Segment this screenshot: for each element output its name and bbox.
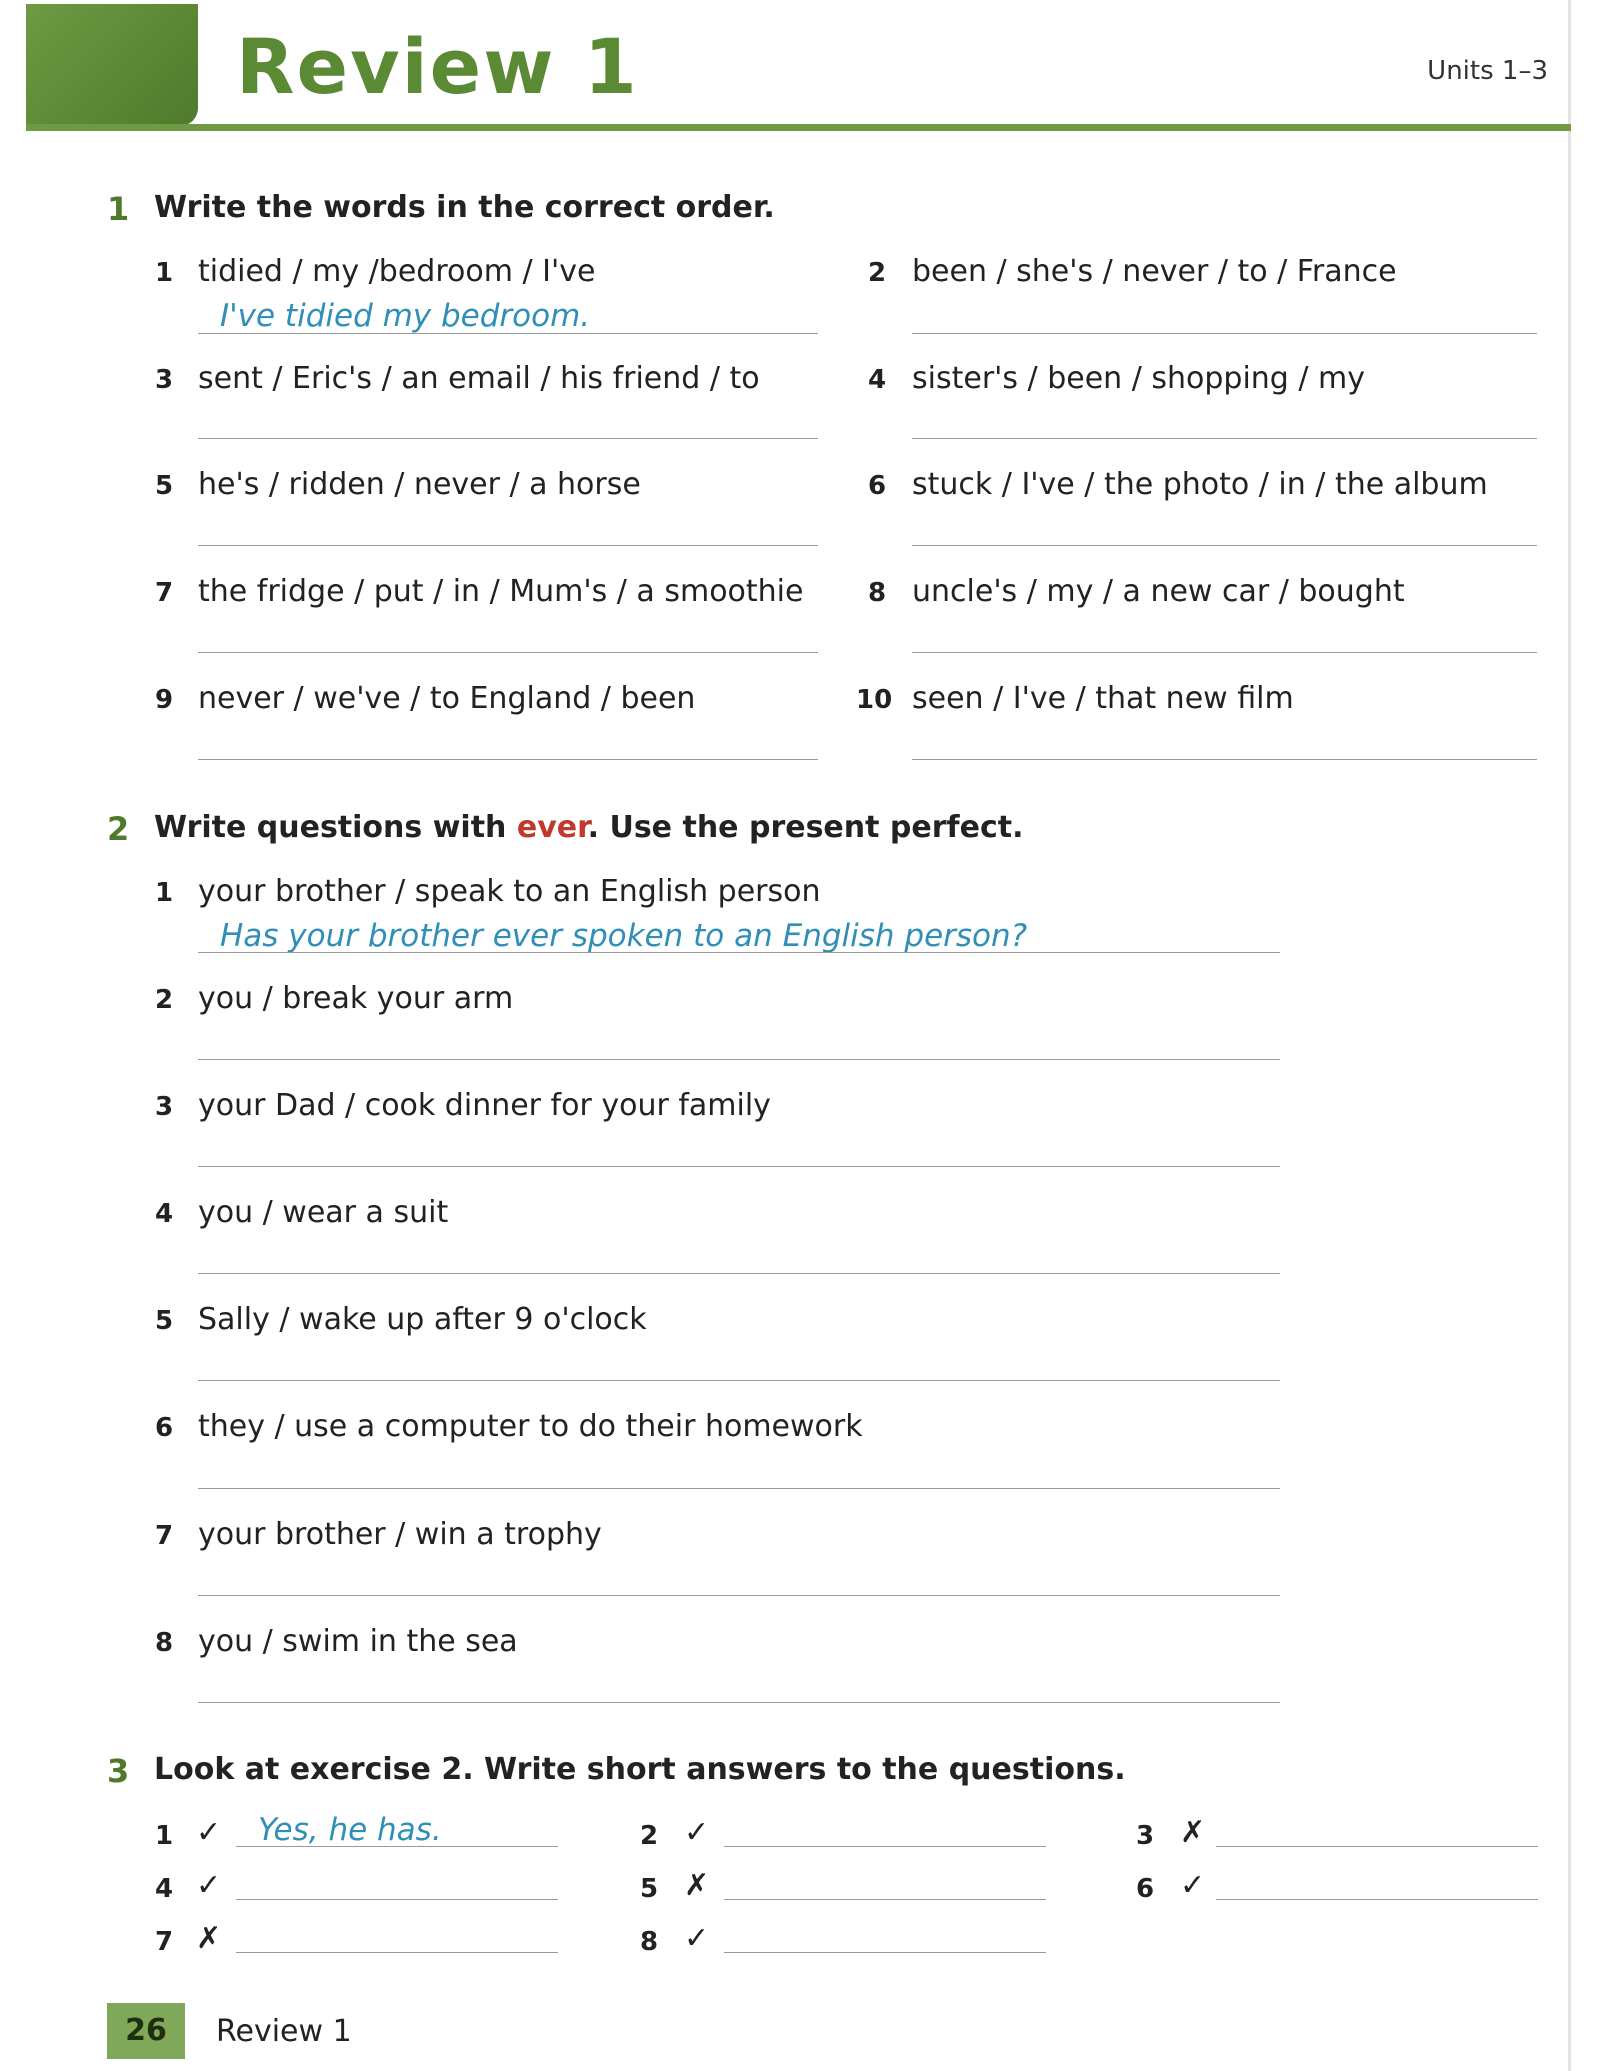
- ex1-item-num: 6: [868, 471, 887, 501]
- ex3-answer-line[interactable]: [724, 1899, 1046, 1900]
- ex2-answer-line[interactable]: [198, 1702, 1280, 1703]
- ex1-answer-line[interactable]: [198, 652, 818, 653]
- ex1-answer-line[interactable]: [912, 759, 1537, 760]
- ex3-answer-line[interactable]: [236, 1952, 558, 1953]
- ex2-answer-line[interactable]: [198, 1166, 1280, 1167]
- ex3-item-num: 4: [155, 1874, 174, 1904]
- ex1-answer-line[interactable]: [198, 333, 818, 334]
- ex3-answer-line[interactable]: [1216, 1846, 1538, 1847]
- cross-icon: ✗: [684, 1868, 710, 1903]
- ex1-item-num: 1: [155, 258, 174, 288]
- footer-label: Review 1: [216, 2014, 352, 2049]
- check-icon: ✓: [196, 1815, 222, 1850]
- ex2-answer-line[interactable]: [198, 1488, 1280, 1489]
- ex3-item-num: 7: [155, 1927, 174, 1957]
- check-icon: ✓: [684, 1815, 710, 1850]
- ex3-answer-line[interactable]: [236, 1899, 558, 1900]
- ex3-answer-line[interactable]: [236, 1846, 558, 1847]
- ex1-item-prompt: sister's / been / shopping / my: [912, 361, 1365, 396]
- ex3-answer-line[interactable]: [724, 1952, 1046, 1953]
- ex1-item-prompt: sent / Eric's / an email / his friend / to: [198, 361, 760, 396]
- ex3-answer-line[interactable]: [724, 1846, 1046, 1847]
- ex1-item-prompt: uncle's / my / a new car / bought: [912, 574, 1405, 609]
- ex2-answer-line[interactable]: [198, 1595, 1280, 1596]
- ex1-item-prompt: been / she's / never / to / France: [912, 254, 1397, 289]
- header-divider: [26, 124, 1571, 131]
- exercise-3-title: Look at exercise 2. Write short answers to the questions.: [154, 1752, 1126, 1787]
- exercise-2-title: Write questions with ever. Use the present perfect.: [154, 810, 1024, 845]
- ex1-item-num: 4: [868, 365, 887, 395]
- exercise-1-number: 1: [107, 190, 130, 228]
- ex3-item-num: 6: [1136, 1874, 1155, 1904]
- ex2-answer-line[interactable]: [198, 1380, 1280, 1381]
- ex1-item-prompt: stuck / I've / the photo / in / the album: [912, 467, 1488, 502]
- exercise-2-number: 2: [107, 810, 130, 848]
- ex1-item-num: 5: [155, 471, 174, 501]
- ex1-answer-line[interactable]: [912, 545, 1537, 546]
- ex1-answer-line[interactable]: [198, 438, 818, 439]
- check-icon: ✓: [1180, 1868, 1206, 1903]
- exercise-1-title: Write the words in the correct order.: [154, 190, 775, 225]
- ex3-item-answer[interactable]: Yes, he has.: [258, 1812, 442, 1848]
- ex1-item-num: 9: [155, 685, 174, 715]
- ex2-item-prompt: you / wear a suit: [198, 1195, 449, 1230]
- ex1-item-num: 8: [868, 578, 887, 608]
- ex1-answer-line[interactable]: [912, 333, 1537, 334]
- ex1-item-prompt: seen / I've / that new film: [912, 681, 1294, 716]
- ex2-item-num: 3: [155, 1092, 174, 1122]
- ex1-answer-line[interactable]: [912, 438, 1537, 439]
- ex1-item-num: 2: [868, 258, 887, 288]
- ex2-item-prompt: your Dad / cook dinner for your family: [198, 1088, 771, 1123]
- ex2-item-prompt: Sally / wake up after 9 o'clock: [198, 1302, 647, 1337]
- ex2-answer-line[interactable]: [198, 1273, 1280, 1274]
- header-tab: [26, 4, 198, 126]
- ex1-item-num: 3: [155, 365, 174, 395]
- ex2-item-num: 7: [155, 1521, 174, 1551]
- ex3-item-num: 8: [640, 1927, 659, 1957]
- cross-icon: ✗: [196, 1921, 222, 1956]
- page-edge: [1568, 0, 1571, 2071]
- ex1-answer-line[interactable]: [198, 545, 818, 546]
- ex2-answer-line[interactable]: [198, 1059, 1280, 1060]
- ex2-item-prompt: your brother / speak to an English person: [198, 874, 821, 909]
- check-icon: ✓: [684, 1921, 710, 1956]
- ex2-item-num: 8: [155, 1628, 174, 1658]
- ex1-item-prompt: the fridge / put / in / Mum's / a smoothie: [198, 574, 804, 609]
- ex2-item-answer[interactable]: Has your brother ever spoken to an English person?: [220, 918, 1028, 954]
- ex1-item-prompt: he's / ridden / never / a horse: [198, 467, 641, 502]
- ex2-item-num: 5: [155, 1306, 174, 1336]
- ex1-item-prompt: never / we've / to England / been: [198, 681, 696, 716]
- ex1-item-prompt: tidied / my /bedroom / I've: [198, 254, 596, 289]
- ex3-item-num: 5: [640, 1874, 659, 1904]
- ex2-item-num: 4: [155, 1199, 174, 1229]
- ex2-item-num: 2: [155, 985, 174, 1015]
- ex2-item-num: 1: [155, 878, 174, 908]
- page-number: 26: [125, 2013, 167, 2048]
- ex1-item-answer[interactable]: I've tidied my bedroom.: [220, 298, 591, 334]
- ex2-item-prompt: you / swim in the sea: [198, 1624, 518, 1659]
- ex2-item-prompt: they / use a computer to do their homework: [198, 1409, 863, 1444]
- ex3-item-num: 1: [155, 1821, 174, 1851]
- ex3-item-num: 2: [640, 1821, 659, 1851]
- ex1-item-num: 10: [856, 685, 893, 715]
- ex2-item-prompt: you / break your arm: [198, 981, 514, 1016]
- highlight-ever: ever: [516, 810, 588, 845]
- ex1-answer-line[interactable]: [198, 759, 818, 760]
- ex1-item-num: 7: [155, 578, 174, 608]
- ex2-item-num: 6: [155, 1413, 174, 1443]
- ex1-answer-line[interactable]: [912, 652, 1537, 653]
- units-label: Units 1–3: [1427, 56, 1548, 86]
- ex3-answer-line[interactable]: [1216, 1899, 1538, 1900]
- ex2-item-prompt: your brother / win a trophy: [198, 1517, 602, 1552]
- ex2-answer-line[interactable]: [198, 952, 1280, 953]
- check-icon: ✓: [196, 1868, 222, 1903]
- ex3-item-num: 3: [1136, 1821, 1155, 1851]
- cross-icon: ✗: [1180, 1815, 1206, 1850]
- page-title: Review 1: [236, 22, 639, 111]
- exercise-3-number: 3: [107, 1752, 130, 1790]
